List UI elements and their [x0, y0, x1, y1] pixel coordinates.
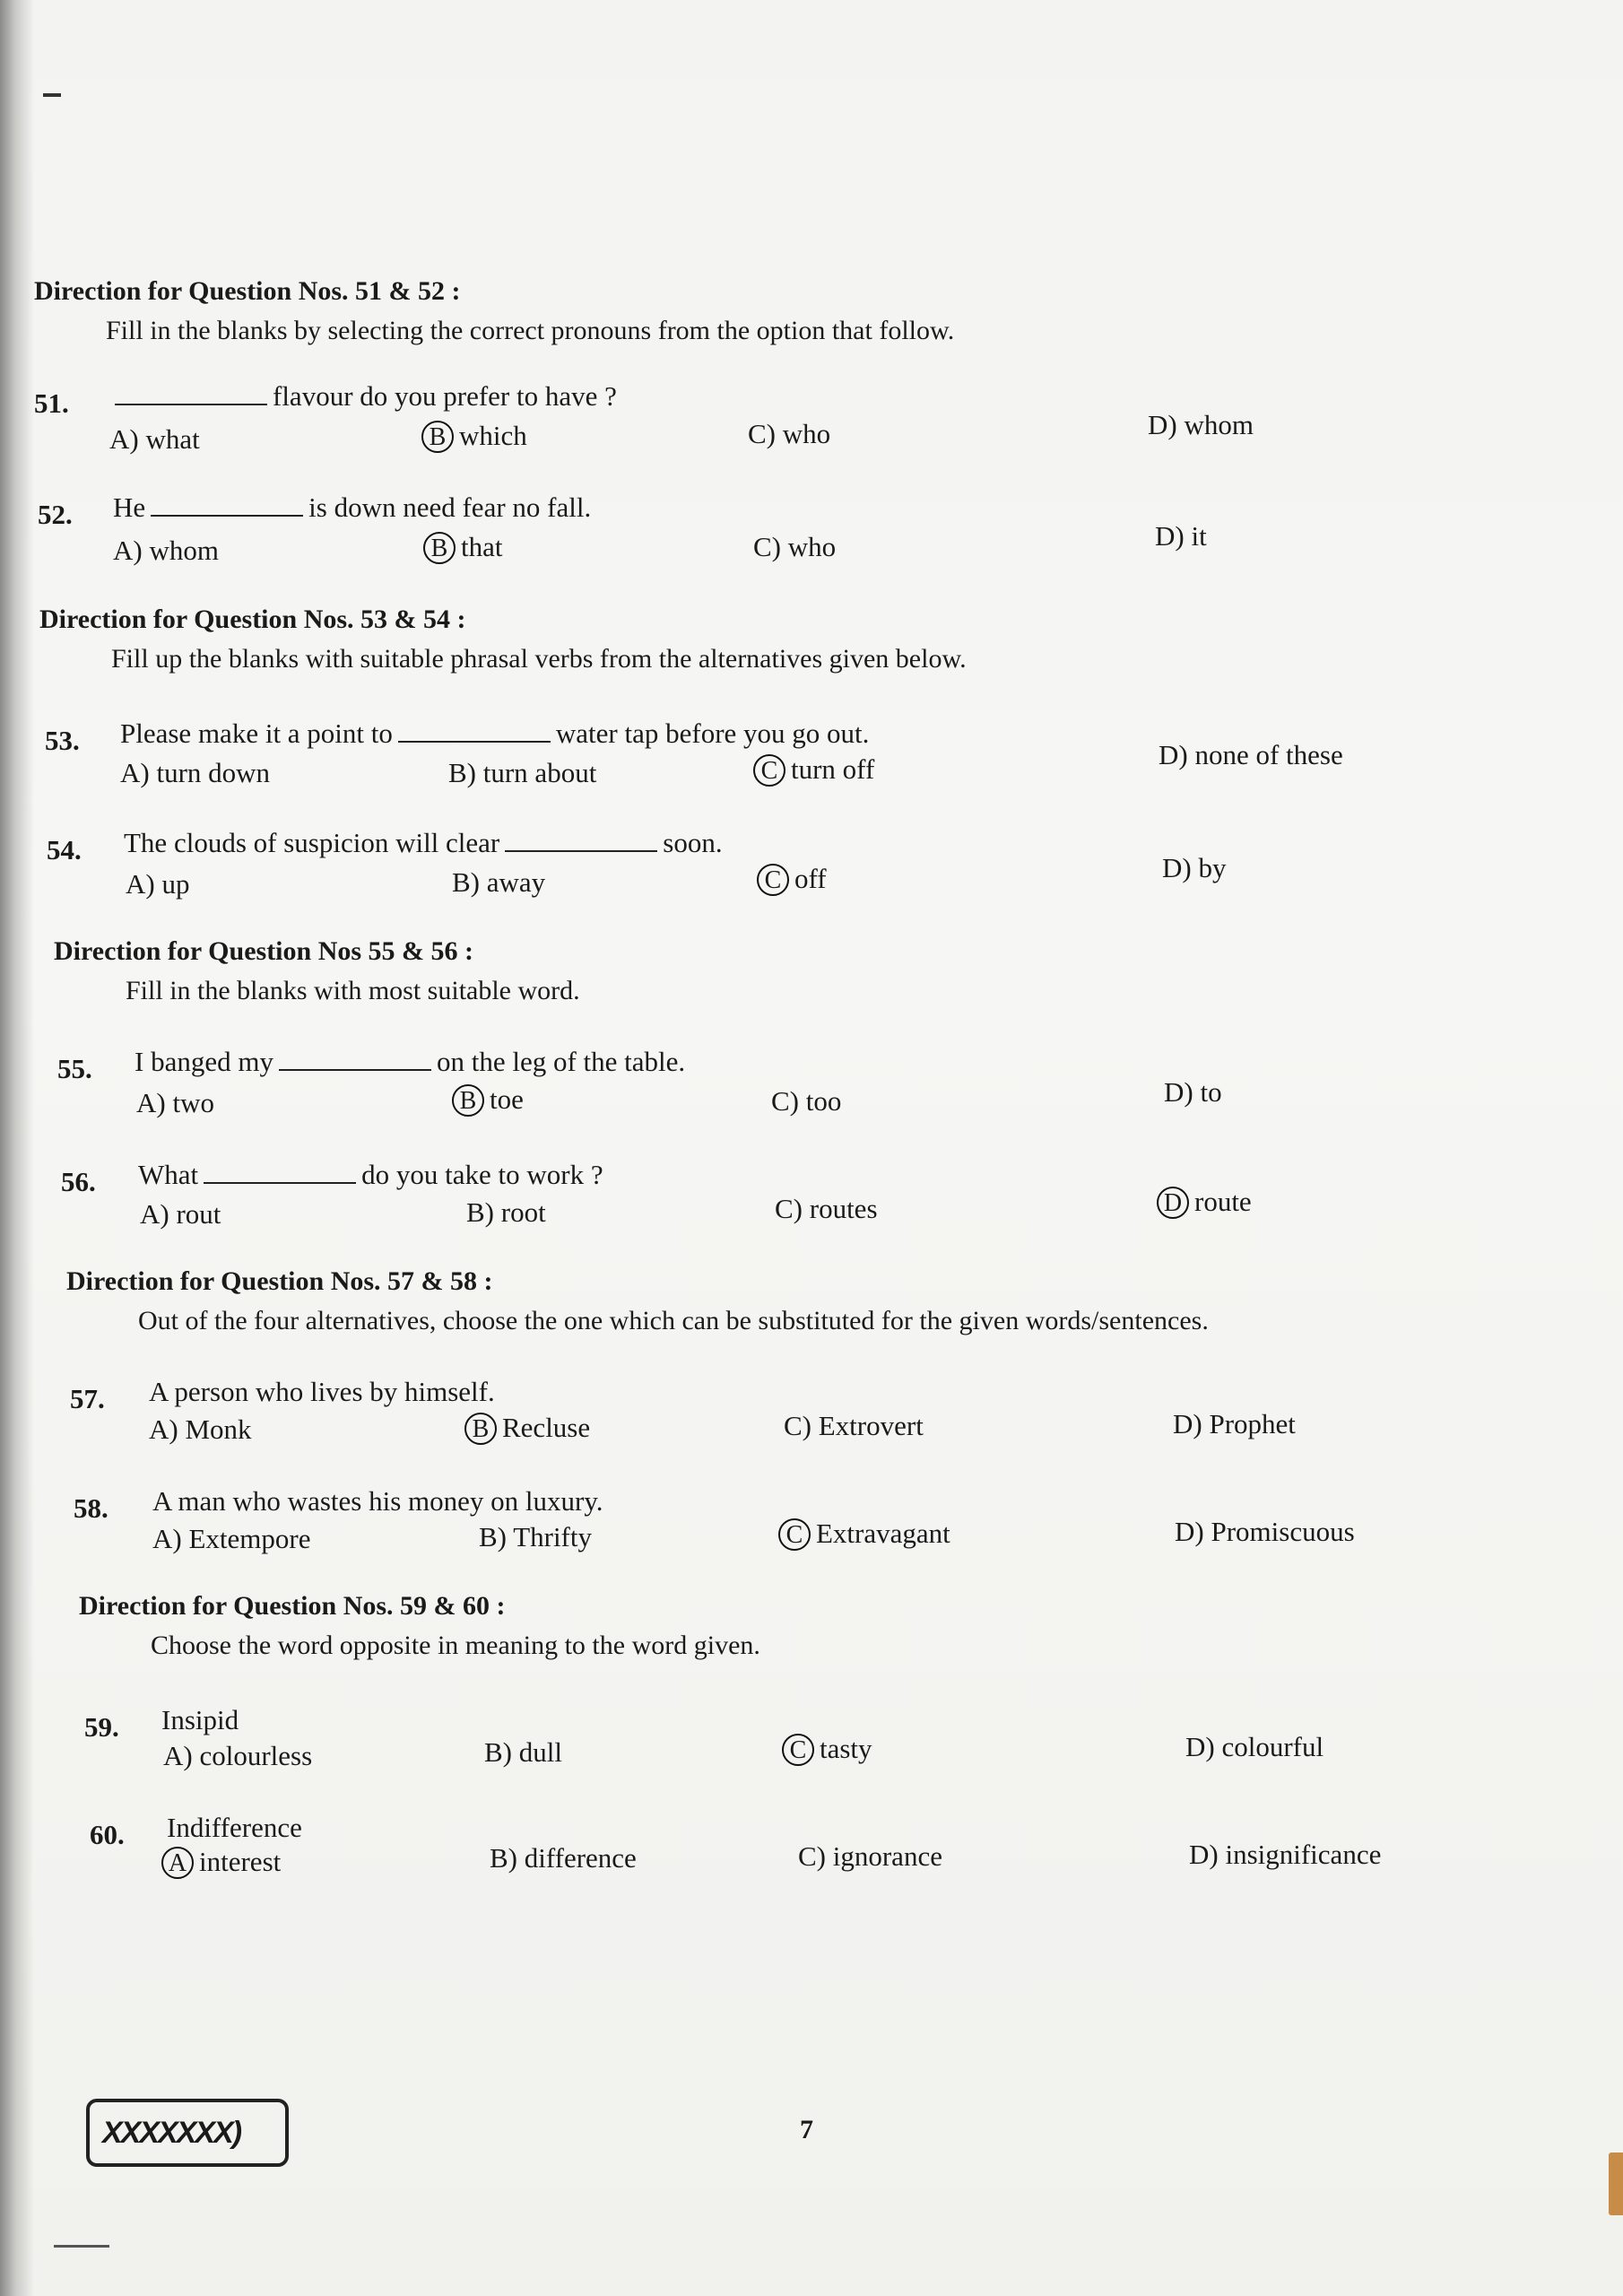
page-corner-tab	[1609, 2152, 1623, 2215]
option-b: B) difference	[490, 1842, 637, 1874]
answer-mark-circle: C	[782, 1734, 814, 1766]
direction-51-52	[34, 276, 954, 346]
direction-53-54	[39, 604, 967, 674]
direction-heading: Direction for Question Nos 55 & 56 :	[54, 936, 474, 966]
option-d: D route	[1157, 1186, 1252, 1219]
direction-text: Fill in the blanks with most suitable word.	[126, 976, 580, 1005]
question-text: Please make it a point to water tap before you go out.	[120, 718, 870, 749]
answer-blank	[204, 1159, 356, 1184]
answer-mark-circle: B	[464, 1413, 497, 1445]
option-b: B) away	[452, 866, 546, 898]
question-text: Insipid	[161, 1704, 239, 1735]
answer-mark-circle: C	[778, 1518, 811, 1551]
option-a: A) colourless	[163, 1740, 313, 1771]
direction-55-56	[54, 936, 580, 1006]
option-a: A) whom	[113, 535, 219, 566]
option-c: C turn off	[753, 753, 874, 787]
direction-59-60	[79, 1591, 760, 1661]
answer-mark-circle: C	[753, 754, 785, 787]
option-a: A) two	[136, 1087, 214, 1118]
option-d: D) Prophet	[1173, 1408, 1296, 1439]
option-d: D) whom	[1148, 409, 1254, 440]
answer-mark-circle: B	[423, 532, 456, 564]
question-number: 51.	[34, 387, 69, 419]
question-number: 60.	[90, 1819, 125, 1850]
direction-text: Choose the word opposite in meaning to the word given.	[151, 1631, 760, 1660]
option-a: A) rout	[140, 1198, 221, 1230]
option-b: B that	[423, 531, 503, 564]
question-text: flavour do you prefer to have ?	[109, 380, 617, 413]
question-text: The clouds of suspicion will clear soon.	[124, 827, 723, 858]
question-59	[84, 1704, 1609, 1785]
question-text: Indifference	[167, 1812, 302, 1843]
direction-text: Fill in the blanks by selecting the correct pronouns from the option that follow.	[106, 316, 955, 345]
option-a: A) what	[109, 423, 200, 455]
question-text: A person who lives by himself.	[149, 1376, 495, 1407]
question-text: What do you take to work ?	[138, 1159, 603, 1190]
option-b: B) root	[466, 1196, 546, 1228]
question-52	[38, 491, 1580, 572]
answer-blank	[505, 827, 657, 852]
option-c: C) Extrovert	[784, 1410, 924, 1441]
option-a: A) turn down	[120, 757, 271, 788]
paper-code-box: XXXXXXX)	[86, 2099, 289, 2167]
option-d: D) none of these	[1159, 739, 1343, 770]
option-d: D) insignificance	[1189, 1839, 1382, 1870]
question-number: 57.	[70, 1383, 105, 1414]
option-c: C) routes	[775, 1193, 878, 1224]
option-d: D) by	[1162, 852, 1227, 883]
option-b: B which	[421, 420, 527, 453]
question-text: A man who wastes his money on luxury.	[152, 1485, 603, 1517]
question-number: 58.	[74, 1492, 108, 1524]
option-b: B) turn about	[448, 757, 597, 788]
question-number: 52.	[38, 499, 73, 530]
direction-text: Out of the four alternatives, choose the one which can be substituted for the given words/sentences.	[138, 1306, 1209, 1335]
option-c: C Extravagant	[778, 1518, 950, 1551]
option-d: D) it	[1155, 520, 1207, 552]
scan-mark	[43, 93, 61, 97]
option-c: C tasty	[782, 1733, 872, 1766]
scan-mark	[54, 2245, 109, 2248]
answer-mark-circle: A	[161, 1847, 194, 1879]
option-c: C) who	[753, 531, 837, 562]
option-a: A) Monk	[149, 1413, 252, 1445]
option-c: C) ignorance	[798, 1840, 942, 1872]
question-53	[45, 718, 1587, 798]
question-number: 56.	[61, 1166, 96, 1197]
direction-heading: Direction for Question Nos. 57 & 58 :	[66, 1266, 493, 1296]
question-number: 54.	[47, 834, 82, 865]
question-55	[57, 1046, 1600, 1126]
question-text: He is down need fear no fall.	[113, 491, 592, 523]
option-c: C off	[757, 863, 827, 896]
option-a: A) Extempore	[152, 1523, 311, 1554]
question-54	[47, 827, 1589, 908]
answer-mark-circle: B	[452, 1084, 484, 1117]
option-b: B toe	[452, 1083, 524, 1117]
page-number: 7	[800, 2115, 813, 2144]
question-text: I banged my on the leg of the table.	[135, 1046, 686, 1077]
direction-57-58	[66, 1266, 1209, 1336]
option-c: C) too	[771, 1085, 842, 1117]
answer-mark-circle: D	[1157, 1187, 1189, 1219]
question-number: 55.	[57, 1053, 92, 1084]
question-60	[90, 1812, 1614, 1892]
option-d: D) colourful	[1185, 1731, 1324, 1762]
question-58	[74, 1485, 1616, 1566]
answer-blank	[398, 718, 551, 743]
option-b: B Recluse	[464, 1412, 590, 1445]
question-number: 59.	[84, 1711, 119, 1743]
option-a: A) up	[126, 868, 190, 900]
question-57	[70, 1376, 1612, 1457]
answer-mark-circle: B	[421, 421, 454, 453]
question-56	[61, 1159, 1603, 1239]
direction-text: Fill up the blanks with suitable phrasal verbs from the alternatives given below.	[111, 644, 967, 674]
option-a: A interest	[161, 1846, 281, 1879]
direction-heading: Direction for Question Nos. 51 & 52 :	[34, 276, 461, 306]
answer-mark-circle: C	[757, 864, 789, 896]
direction-heading: Direction for Question Nos. 53 & 54 :	[39, 604, 466, 634]
option-d: D) to	[1164, 1076, 1222, 1108]
option-d: D) Promiscuous	[1175, 1516, 1355, 1547]
answer-blank	[115, 380, 267, 405]
direction-heading: Direction for Question Nos. 59 & 60 :	[79, 1591, 506, 1621]
question-number: 53.	[45, 725, 80, 756]
option-c: C) who	[748, 418, 831, 449]
answer-blank	[151, 491, 303, 517]
question-51	[34, 380, 1576, 461]
option-b: B) Thrifty	[479, 1521, 592, 1552]
option-b: B) dull	[484, 1736, 562, 1768]
answer-blank	[279, 1046, 431, 1071]
